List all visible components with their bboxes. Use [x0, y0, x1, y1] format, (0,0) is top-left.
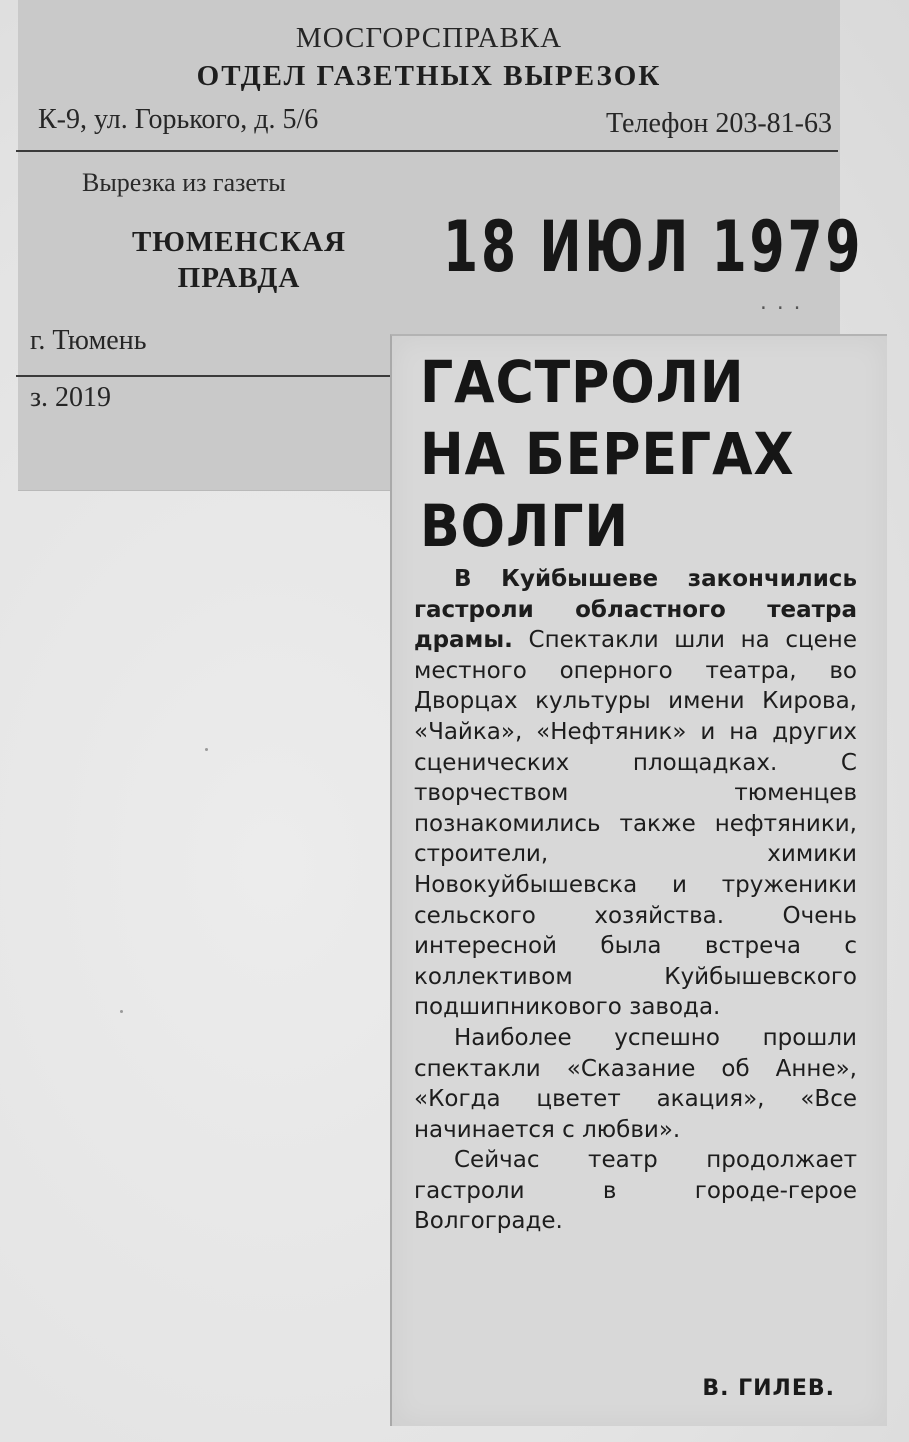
paper-speck [120, 1010, 123, 1013]
headline-line-3: ВОЛГИ [420, 492, 629, 560]
order-number: з. 2019 [30, 382, 112, 413]
address: К-9, ул. Горького, д. 5/6 [38, 104, 319, 135]
paragraph-2: Наиболее успешно прошли спектакли «Сказание об Анне», «Когда цветет акация», «Все начинается с любви». [414, 1024, 857, 1143]
headline-line-2: НА БЕРЕГАХ [420, 420, 795, 488]
paragraph-1 [414, 564, 857, 1023]
paragraph-1-text: Спектакли шли на сцене местного оперного театра, во Дворцах культуры имени Кирова, «Чайка», «Нефтяник» и на других сценических площадках. С творчеством тюменцев познакомились также нефтяники, строители, химики Новокуйбышевска и труженики сельского хозяйства. Очень интересной была встреча с коллективом Куйбышевского подшипникового завода. [414, 627, 857, 1021]
city: г. Тюмень [30, 325, 147, 356]
dotted-mark: ··· [758, 298, 809, 319]
newspaper-name-line2: ПРАВДА [177, 262, 301, 294]
headline-line-1: ГАСТРОЛИ [420, 348, 745, 416]
author-signature: В. ГИЛЕВ. [702, 1376, 835, 1401]
paragraph-3: Сейчас театр продолжает гастроли в городе-герое Волгограде. [414, 1147, 857, 1235]
lead-sentence: В Куйбышеве закончились гастроли областного театра драмы. [414, 566, 857, 654]
organization-name: МОСГОРСПРАВКА [295, 22, 563, 54]
paper-speck [205, 748, 208, 751]
header-divider [16, 150, 838, 152]
cutting-label: Вырезка из газеты [82, 168, 286, 197]
phone-number: Телефон 203-81-63 [606, 108, 832, 139]
city-divider [16, 375, 416, 377]
department-name: ОТДЕЛ ГАЗЕТНЫХ ВЫРЕЗОК [196, 60, 662, 92]
date-stamp: 18 ИЮЛ 1979 [443, 206, 864, 288]
newspaper-clipping [390, 334, 887, 1426]
newspaper-name-line1: ТЮМЕНСКАЯ [131, 226, 347, 258]
article-headline [420, 346, 880, 562]
article-body [414, 564, 857, 1237]
newspaper-name [104, 224, 374, 296]
